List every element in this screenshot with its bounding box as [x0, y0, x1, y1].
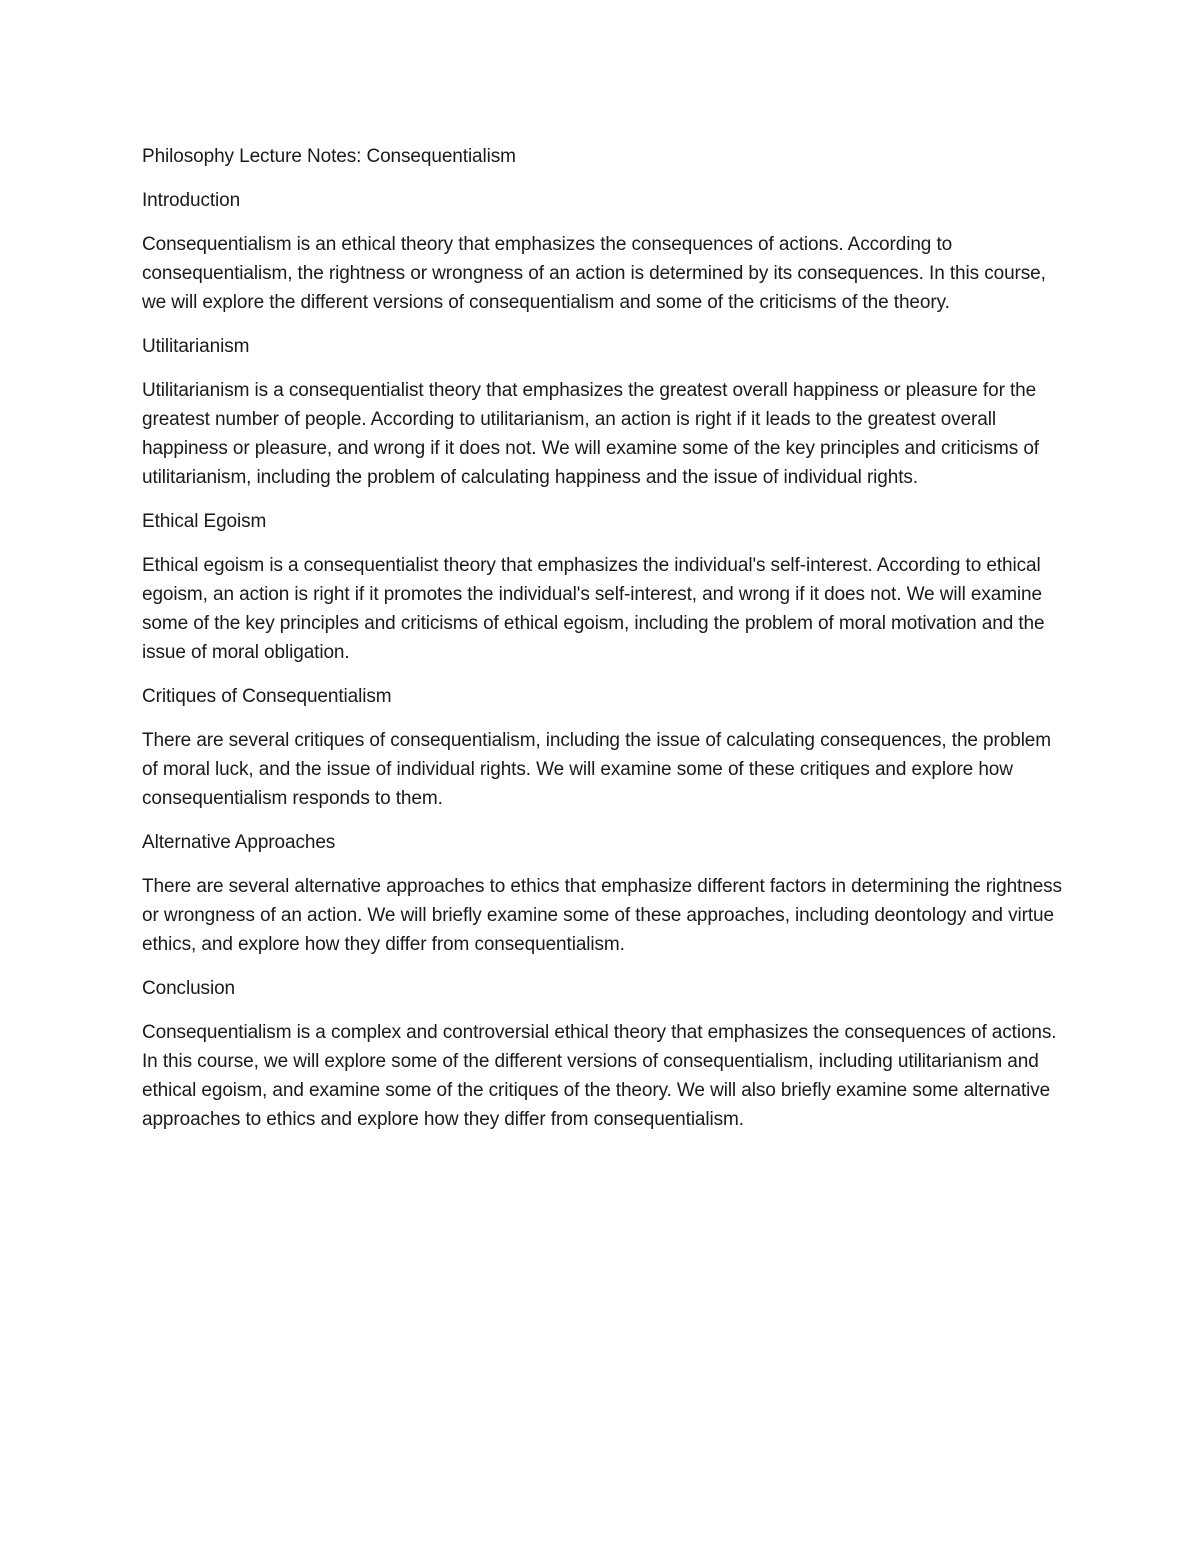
section-body-conclusion: Consequentialism is a complex and controversial ethical theory that emphasizes the consequences of actions. In this course, we will explore some of the different versions of consequentialism, including utilitarianism and ethical egoism, and examine some of the critiques of the theory. We will also briefly examine some alternative approaches to ethics and explore how they differ from consequentialism.	[142, 1022, 1057, 1130]
section-heading-introduction: Introduction	[142, 190, 241, 211]
section-body-utilitarianism: Utilitarianism is a consequentialist theory that emphasizes the greatest overall happiness or pleasure for the greatest number of people. According to utilitarianism, an action is right if it leads to the greatest overall happiness or pleasure, and wrong if it does not. We will examine some of the key principles and criticisms of utilitarianism, including the problem of calculating happiness and the issue of individual rights.	[142, 380, 1039, 488]
document-title: Philosophy Lecture Notes: Consequentialism	[142, 146, 516, 167]
section-heading-ethical-egoism: Ethical Egoism	[142, 511, 267, 532]
section-body-introduction: Consequentialism is an ethical theory that emphasizes the consequences of actions. According to consequentialism, the rightness or wrongness of an action is determined by its consequences. In this course, we will explore the different versions of consequentialism and some of the criticisms of the theory.	[142, 234, 1046, 313]
document-content	[142, 142, 1062, 1149]
section-heading-conclusion: Conclusion	[142, 978, 235, 999]
section-body-critiques: There are several critiques of consequentialism, including the issue of calculating consequences, the problem of moral luck, and the issue of individual rights. We will examine some of these critiques and explore how consequentialism responds to them.	[142, 730, 1052, 809]
section-body-alternative-approaches: There are several alternative approaches to ethics that emphasize different factors in determining the rightness or wrongness of an action. We will briefly examine some of these approaches, including deontology and virtue ethics, and explore how they differ from consequentialism.	[142, 876, 1062, 955]
section-heading-critiques: Critiques of Consequentialism	[142, 686, 392, 707]
section-heading-alternative-approaches: Alternative Approaches	[142, 832, 336, 853]
section-heading-utilitarianism: Utilitarianism	[142, 336, 250, 357]
section-body-ethical-egoism: Ethical egoism is a consequentialist theory that emphasizes the individual's self-interest. According to ethical egoism, an action is right if it promotes the individual's self-interest, and wrong if it does not. We will examine some of the key principles and criticisms of ethical egoism, including the problem of moral motivation and the issue of moral obligation.	[142, 555, 1045, 663]
